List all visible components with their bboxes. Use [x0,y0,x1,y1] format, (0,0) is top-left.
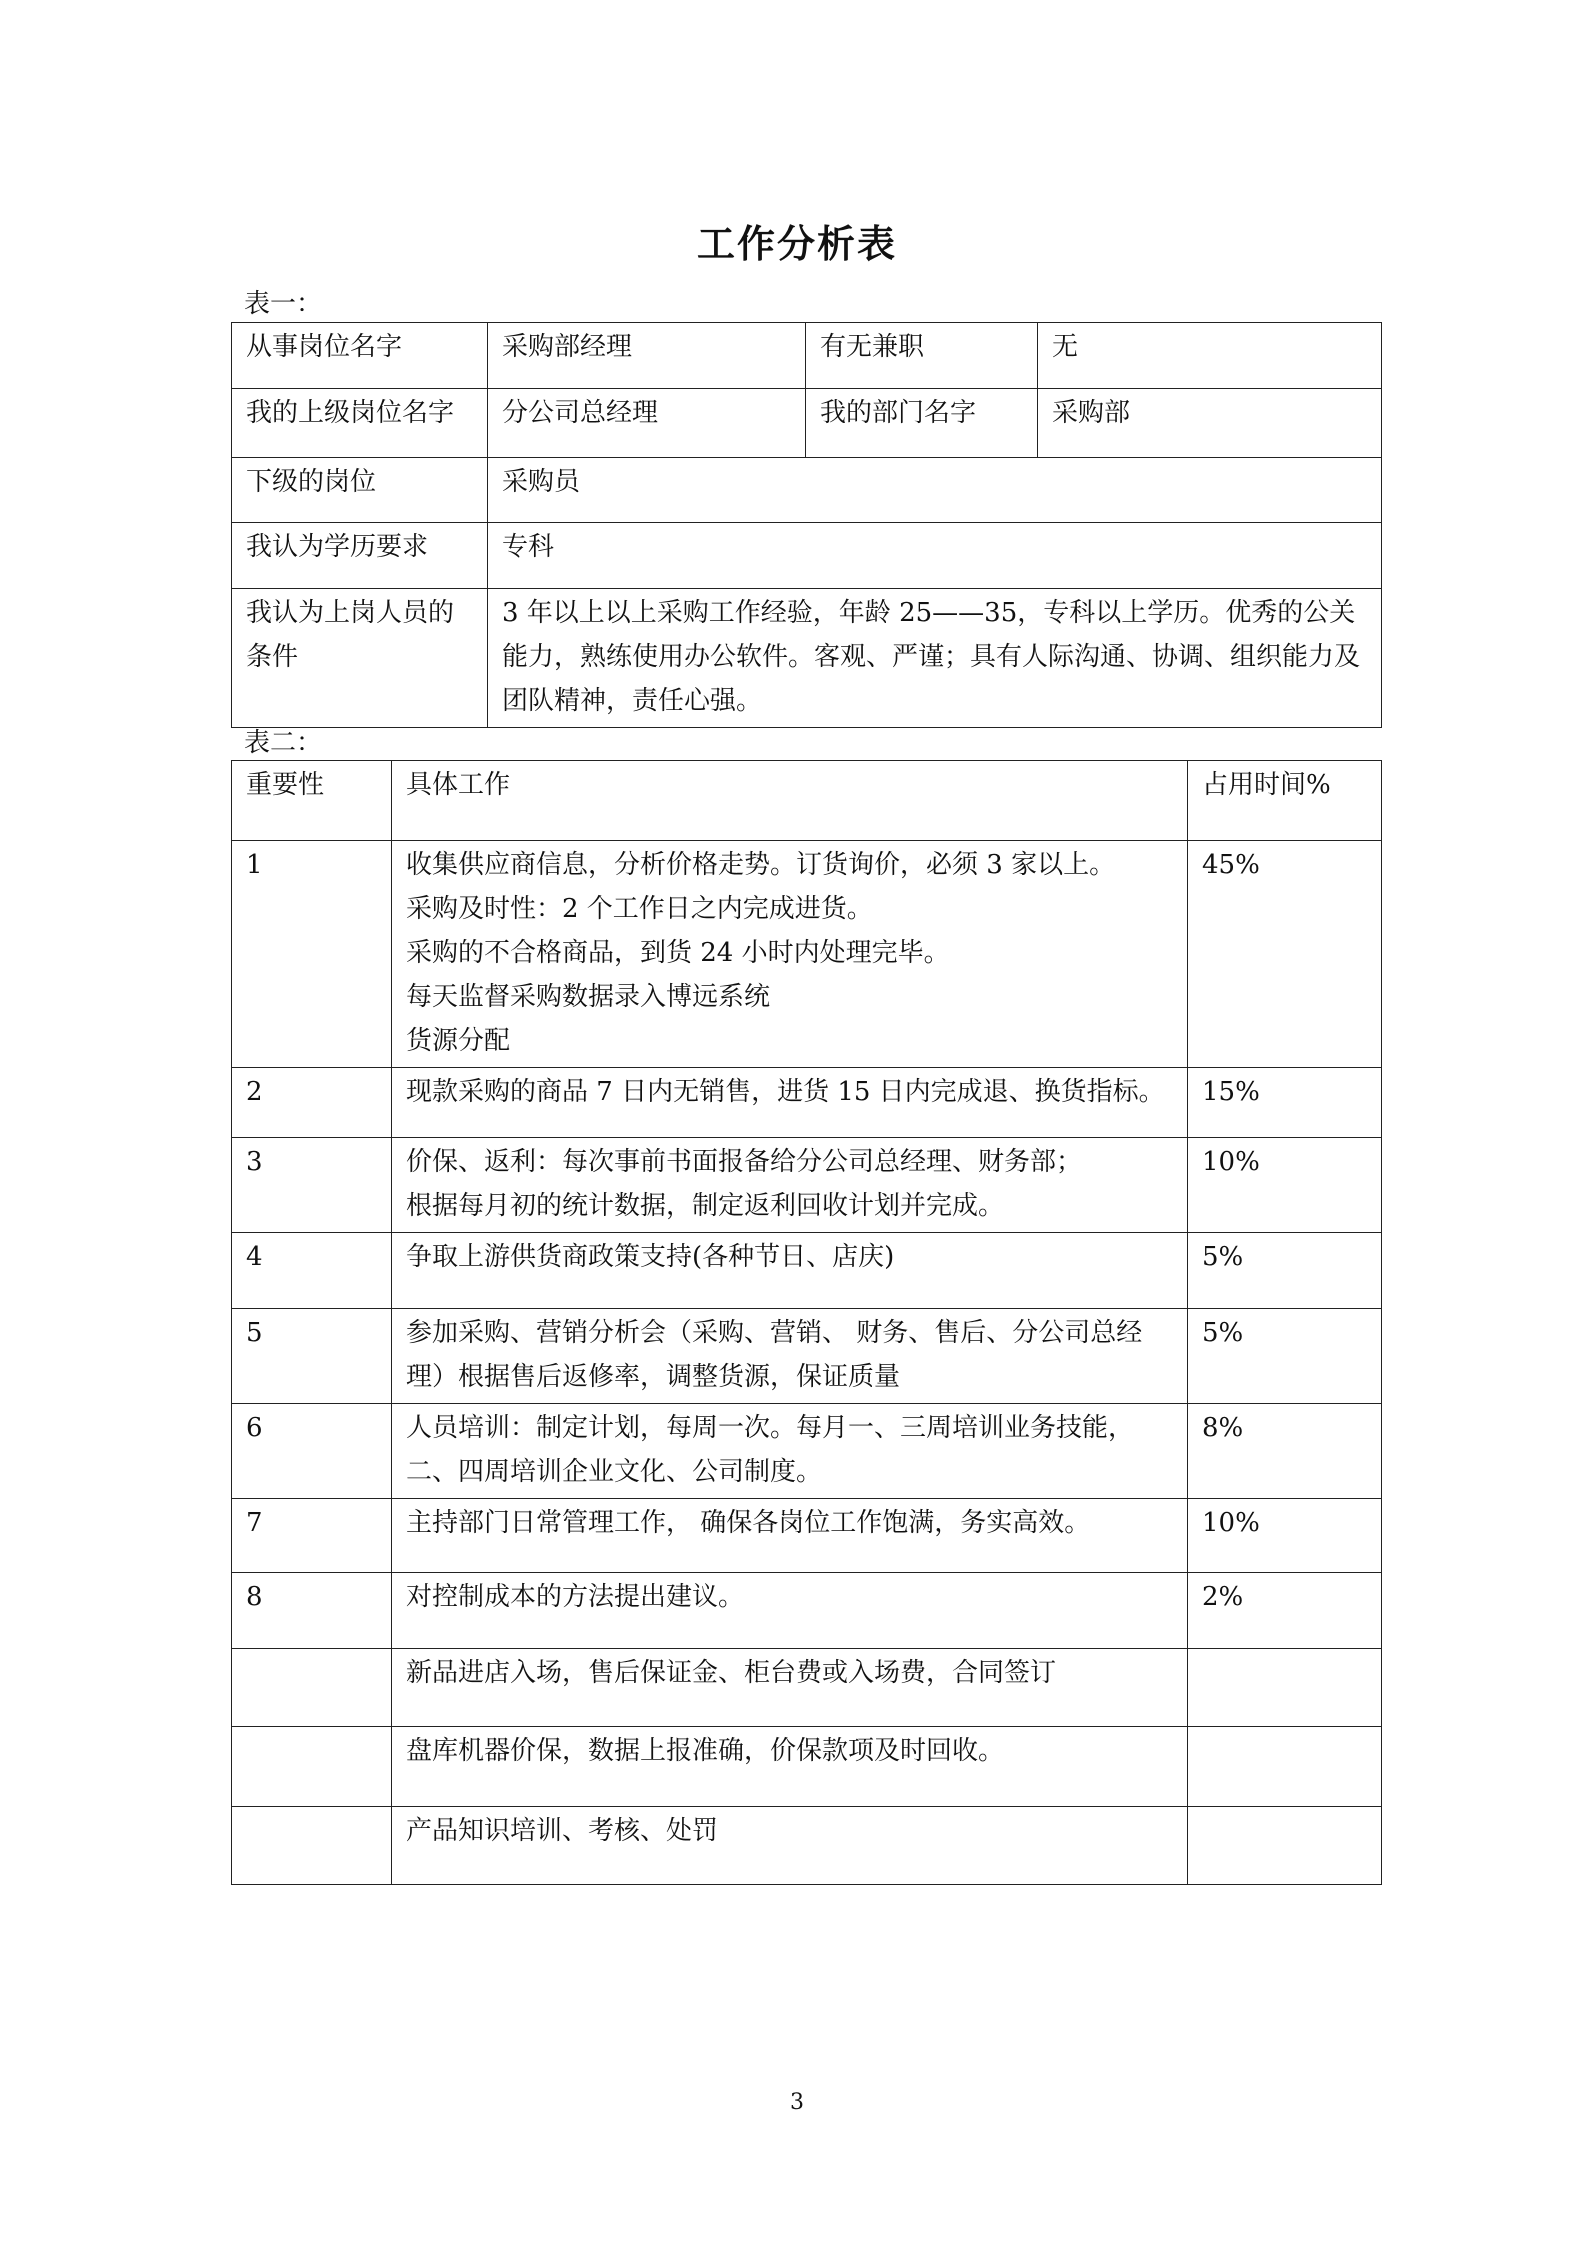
importance-cell: 5 [232,1309,392,1404]
time-share-cell: 5% [1188,1233,1382,1309]
position-value: 采购部经理 [488,323,806,389]
table-row [232,1649,1382,1727]
time-share-cell: 2% [1188,1573,1382,1649]
time-share-cell [1188,1807,1382,1885]
page-title: 工作分析表 [696,222,897,266]
importance-cell: 7 [232,1499,392,1573]
work-cell [392,1649,1188,1727]
duties-table [231,760,1382,1885]
position-label: 从事岗位名字 [232,323,488,389]
table-row [232,523,1382,589]
job-info-table [231,322,1382,728]
work-line: 对控制成本的方法提出建议。 [406,1582,745,1612]
importance-cell: 1 [232,841,392,1068]
work-cell [392,1807,1188,1885]
work-line: 采购的不合格商品，到货 24 小时内处理完毕。 [406,938,950,968]
table-row [232,1404,1382,1499]
header-rank: 重要性 [232,761,392,841]
time-share-cell [1188,1727,1382,1807]
table-row [232,1309,1382,1404]
work-line: 新品进店入场，售后保证金、柜台费或入场费，合同签订 [406,1658,1057,1688]
superior-label: 我的上级岗位名字 [232,389,488,458]
education-label: 我认为学历要求 [232,523,488,589]
work-cell [392,1727,1188,1807]
table-row [232,1573,1382,1649]
table1-caption: 表一： [244,289,323,319]
parttime-label: 有无兼职 [806,323,1038,389]
work-line: 盘库机器价保，数据上报准确，价保款项及时回收。 [406,1736,1005,1766]
time-share-cell: 15% [1188,1068,1382,1138]
importance-cell: 2 [232,1068,392,1138]
work-cell [392,1573,1188,1649]
work-cell [392,1404,1188,1499]
time-share-cell: 5% [1188,1309,1382,1404]
superior-value: 分公司总经理 [488,389,806,458]
work-cell [392,1068,1188,1138]
education-value: 专科 [488,523,1382,589]
table2-caption: 表二： [244,728,323,758]
importance-cell [232,1649,392,1727]
table-row [232,323,1382,389]
work-line: 产品知识培训、考核、处罚 [406,1816,719,1846]
importance-cell: 8 [232,1573,392,1649]
work-line: 参加采购、营销分析会（采购、营销、 财务、售后、分公司总经理）根据售后返修率，调整货源，保证质量 [406,1318,1143,1392]
work-cell [392,1309,1188,1404]
table-header-row [232,761,1382,841]
time-share-cell: 45% [1188,841,1382,1068]
work-cell [392,1499,1188,1573]
table-row [232,841,1382,1068]
header-work: 具体工作 [392,761,1188,841]
work-line: 每天监督采购数据录入博远系统 [406,982,771,1012]
work-line: 根据每月初的统计数据，制定返利回收计划并完成。 [406,1191,1005,1221]
table-row [232,1233,1382,1309]
importance-cell [232,1807,392,1885]
importance-cell: 4 [232,1233,392,1309]
work-line: 收集供应商信息，分析价格走势。订货询价，必须 3 家以上。 [406,850,1116,880]
time-share-cell [1188,1649,1382,1727]
importance-cell [232,1727,392,1807]
subordinate-value: 采购员 [488,458,1382,523]
dept-label: 我的部门名字 [806,389,1038,458]
table-row [232,1499,1382,1573]
table-row [232,389,1382,458]
work-line: 人员培训：制定计划，每周一次。每月一、三周培训业务技能，二、四周培训企业文化、公司制度。 [406,1413,1135,1487]
table-row [232,1068,1382,1138]
table-row [232,1727,1382,1807]
time-share-cell: 10% [1188,1138,1382,1233]
work-line: 货源分配 [406,1026,511,1056]
work-line: 现款采购的商品 7 日内无销售，进货 15 日内完成退、换货指标。 [406,1077,1165,1107]
work-line: 主持部门日常管理工作， 确保各岗位工作饱满，务实高效。 [406,1508,1091,1538]
dept-value: 采购部 [1038,389,1382,458]
subordinate-label: 下级的岗位 [232,458,488,523]
page-number: 3 [790,2090,804,2115]
work-line: 价保、返利：每次事前书面报备给分公司总经理、财务部； [406,1147,1083,1177]
conditions-label: 我认为上岗人员的条件 [232,589,488,728]
table-row [232,1807,1382,1885]
header-time: 占用时间% [1188,761,1382,841]
importance-cell: 6 [232,1404,392,1499]
work-cell [392,1138,1188,1233]
work-cell [392,1233,1188,1309]
time-share-cell: 10% [1188,1499,1382,1573]
parttime-value: 无 [1038,323,1382,389]
work-line: 争取上游供货商政策支持(各种节日、店庆) [406,1242,895,1272]
conditions-value: 3 年以上以上采购工作经验，年龄 25——35，专科以上学历。优秀的公关能力，熟练使用办公软件。客观、严谨；具有人际沟通、协调、组织能力及团队精神，责任心强。 [488,589,1382,728]
table-row [232,458,1382,523]
table-row [232,589,1382,728]
time-share-cell: 8% [1188,1404,1382,1499]
work-line: 采购及时性：2 个工作日之内完成进货。 [406,894,873,924]
work-cell [392,841,1188,1068]
table-row [232,1138,1382,1233]
importance-cell: 3 [232,1138,392,1233]
